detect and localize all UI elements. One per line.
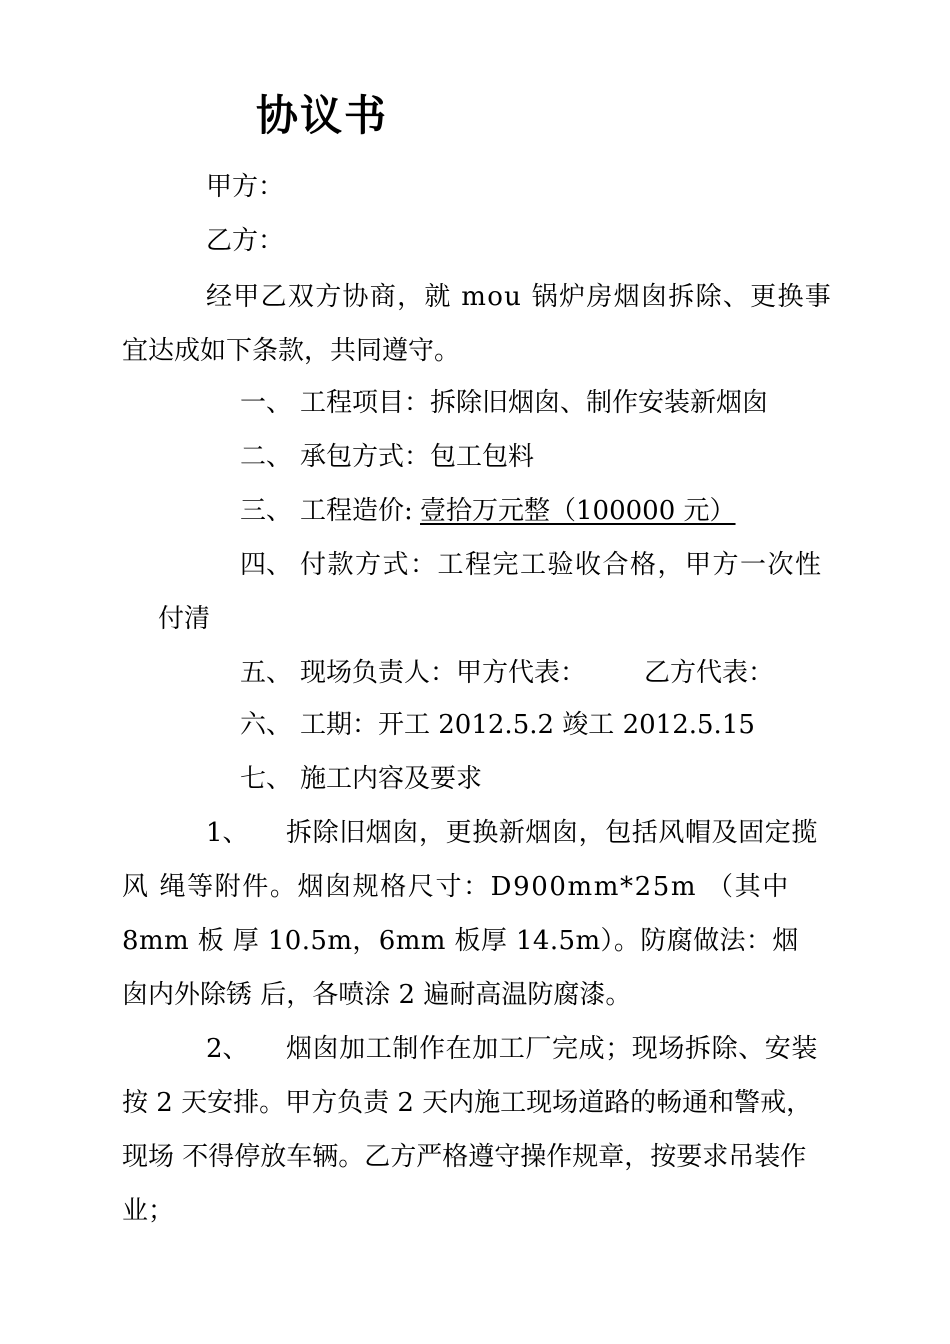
clause-1-line-2: 风 绳等附件。烟囱规格尺寸：D900mm*25m （其中 <box>122 872 790 902</box>
clause-2-line-1: 烟囱加工制作在加工厂完成；现场拆除、安装 <box>286 1034 819 1064</box>
item-4-text: 付款方式：工程完工验收合格，甲方一次性 <box>300 550 823 580</box>
item-2-number: 二、 <box>240 442 293 472</box>
item-3-label: 工程造价: <box>300 496 413 526</box>
intro-line-1: 经甲乙双方协商，就 mou 锅炉房烟囱拆除、更换事 <box>206 282 833 312</box>
item-4-continuation: 付清 <box>158 604 211 634</box>
item-7-text: 施工内容及要求 <box>300 764 483 794</box>
clause-2-line-2: 按 2 天安排。甲方负责 2 天内施工现场道路的畅通和警戒， <box>122 1088 813 1118</box>
item-5-label: 现场负责人：甲方代表： <box>300 658 587 688</box>
clause-1-line-1: 拆除旧烟囱，更换新烟囱，包括风帽及固定揽 <box>286 818 819 848</box>
clause-2-number: 2、 <box>206 1034 249 1064</box>
item-2-text: 承包方式：包工包料 <box>300 442 535 472</box>
document-title: 协议书 <box>256 91 389 140</box>
item-6-text: 工期：开工 2012.5.2 竣工 2012.5.15 <box>300 710 755 740</box>
item-3-number: 三、 <box>240 496 293 526</box>
item-1-number: 一、 <box>240 388 293 418</box>
item-1-text: 工程项目：拆除旧烟囱、制作安装新烟囱 <box>300 388 769 418</box>
clause-1-line-4: 囱内外除锈 后，各喷涂 2 遍耐高温防腐漆。 <box>122 980 632 1010</box>
clause-2-line-3: 现场 不得停放车辆。乙方严格遵守操作规章，按要求吊装作 <box>122 1142 807 1172</box>
item-5-number: 五、 <box>240 658 293 688</box>
intro-line-2: 宜达成如下条款，共同遵守。 <box>122 336 461 366</box>
item-3-price-value: 壹拾万元整（100000 元） <box>420 496 736 526</box>
clause-1-number: 1、 <box>206 818 249 848</box>
clause-1-line-3: 8mm 板 厚 10.5m，6mm 板厚 14.5m）。防腐做法：烟 <box>122 926 799 956</box>
item-6-number: 六、 <box>240 710 293 740</box>
item-5-party-b-rep: 乙方代表： <box>644 658 775 688</box>
party-a-label: 甲方： <box>206 172 285 202</box>
item-4-number: 四、 <box>240 550 293 580</box>
clause-2-line-4: 业； <box>122 1196 175 1226</box>
party-b-label: 乙方： <box>206 226 285 256</box>
item-7-number: 七、 <box>240 764 293 794</box>
